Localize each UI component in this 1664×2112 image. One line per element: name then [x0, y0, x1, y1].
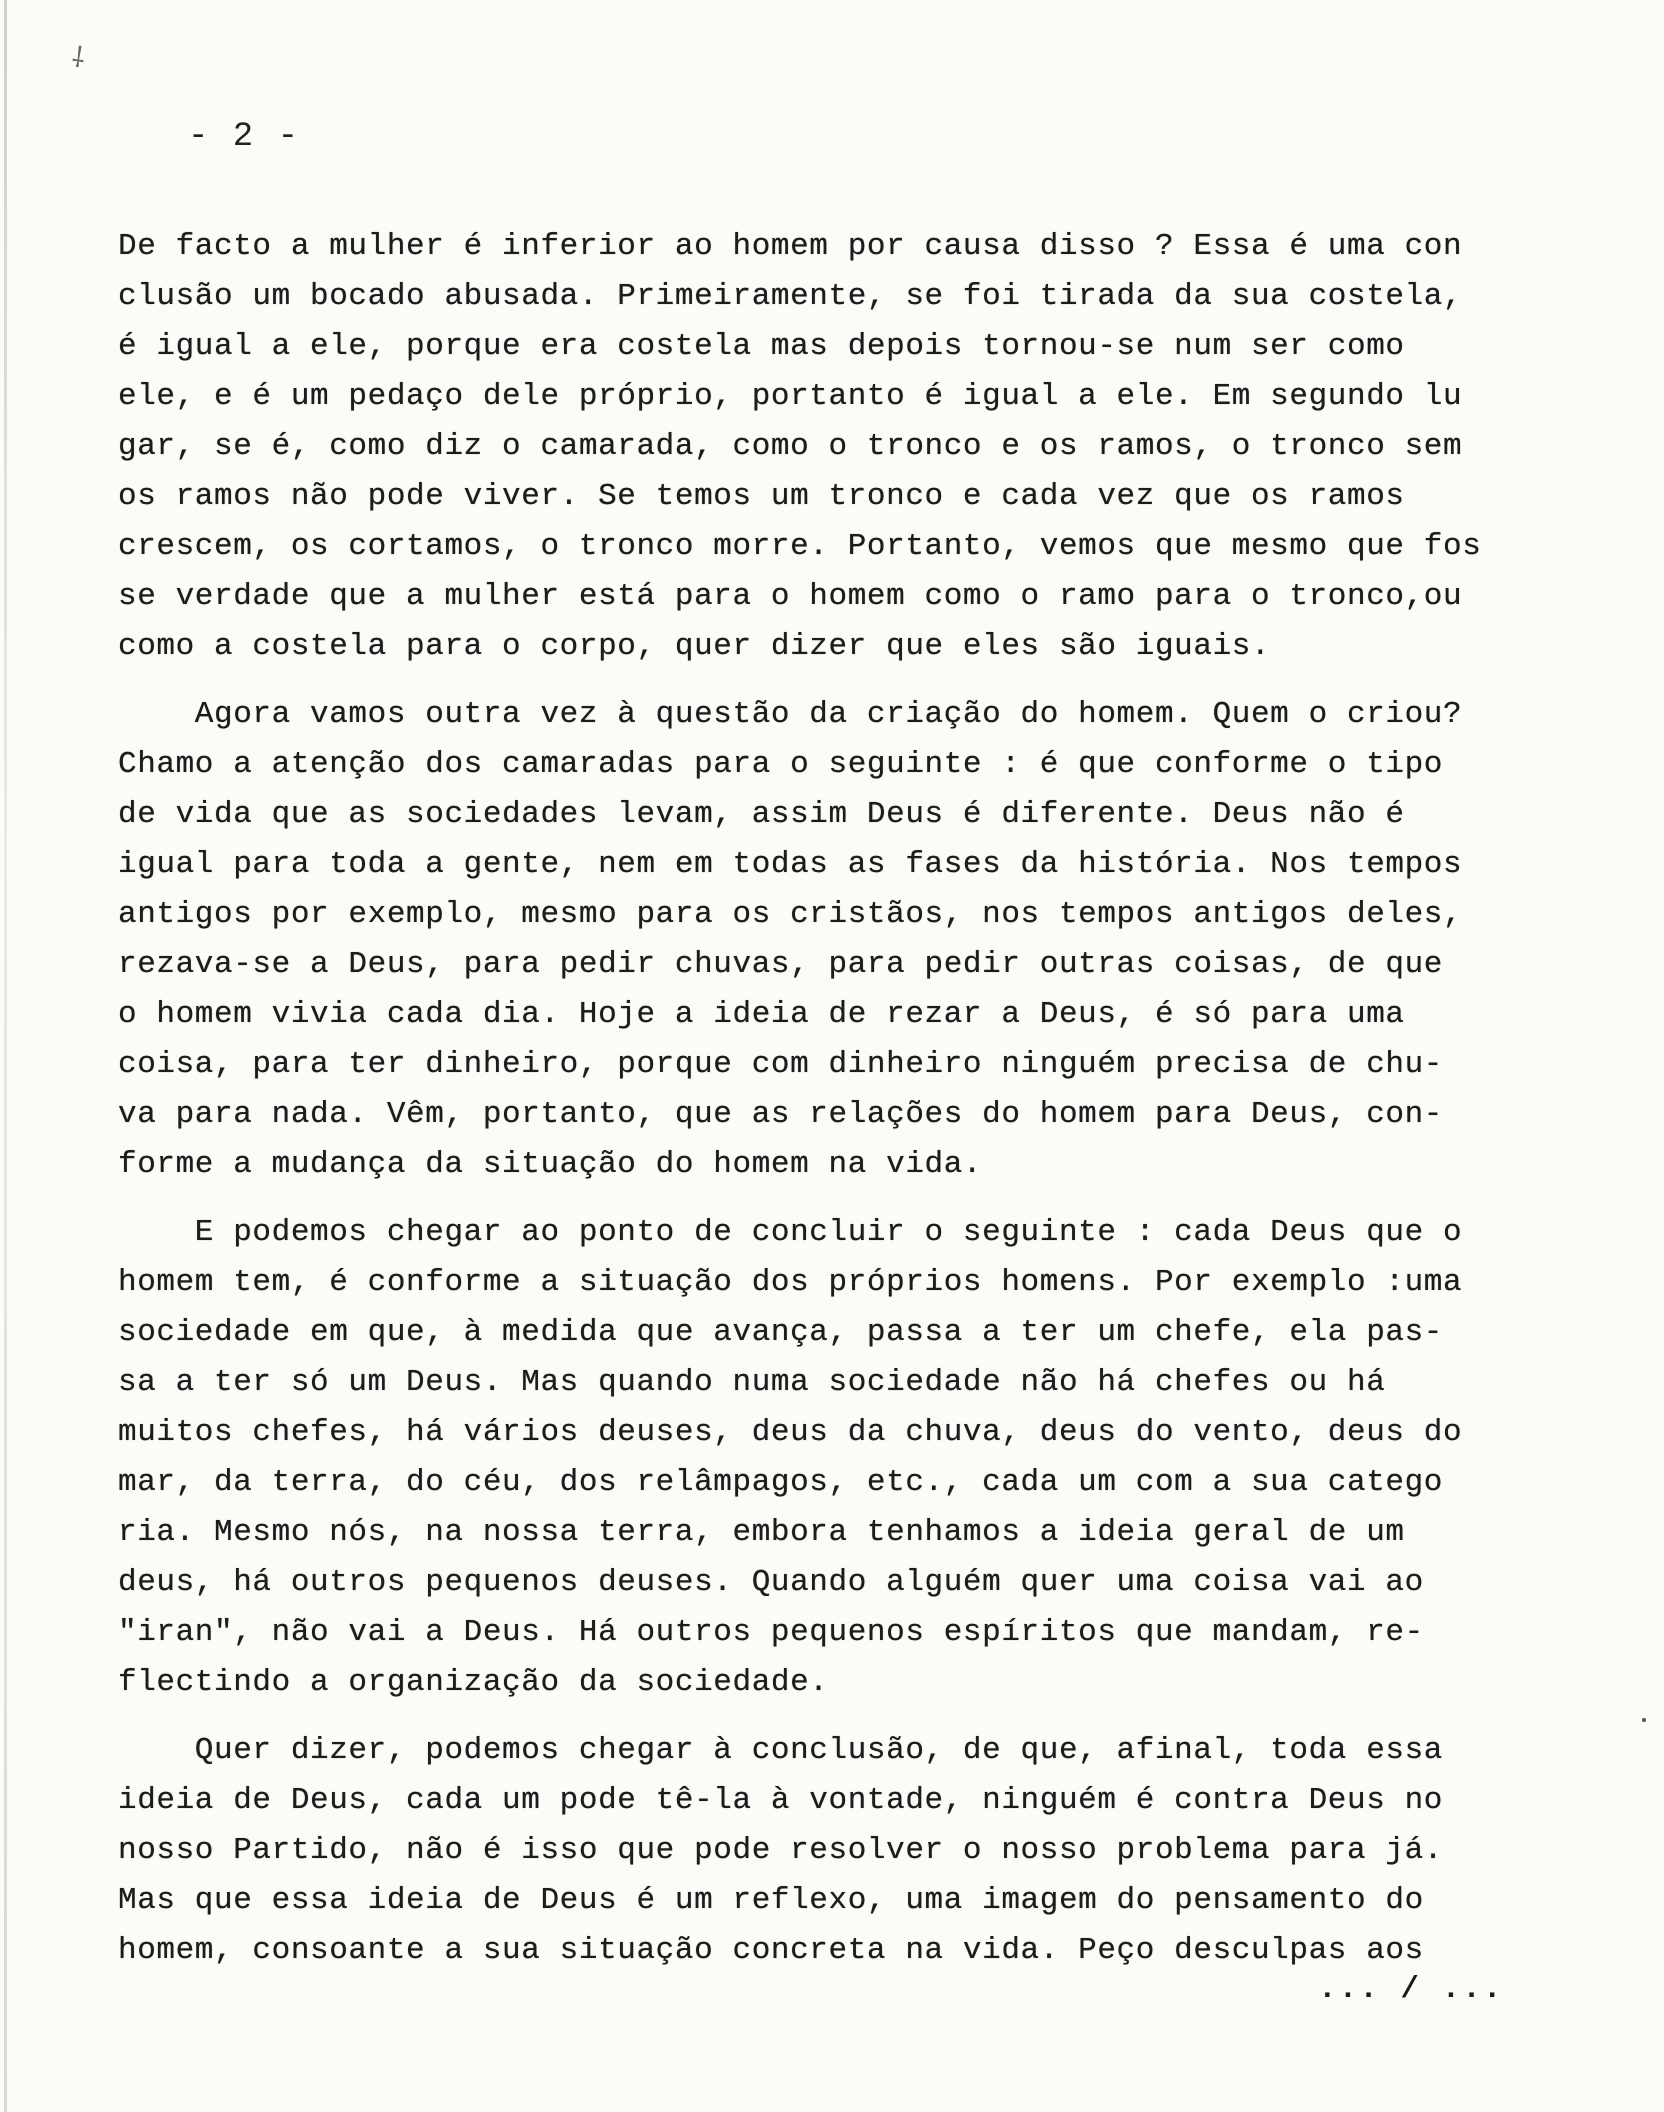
- text-line: forme a mudança da situação do homem na vida.: [118, 1147, 983, 1182]
- text-line: ria. Mesmo nós, na nossa terra, embora tenhamos a ideia geral de um: [118, 1515, 1405, 1550]
- text-line: flectindo a organização da sociedade.: [118, 1665, 829, 1700]
- text-line: antigos por exemplo, mesmo para os cristãos, nos tempos antigos deles,: [118, 897, 1463, 932]
- text-line: mar, da terra, do céu, dos relâmpagos, etc., cada um com a sua catego: [118, 1465, 1444, 1500]
- paragraph: [118, 222, 1548, 672]
- text-line: de vida que as sociedades levam, assim Deus é diferente. Deus não é: [118, 797, 1405, 832]
- text-line: é igual a ele, porque era costela mas depois tornou-se num ser como: [118, 329, 1405, 364]
- text-line: sa a ter só um Deus. Mas quando numa sociedade não há chefes ou há: [118, 1365, 1386, 1400]
- page-number: - 2 -: [188, 118, 301, 156]
- text-line: rezava-se a Deus, para pedir chuvas, para pedir outras coisas, de que: [118, 947, 1444, 982]
- text-line: igual para toda a gente, nem em todas as fases da história. Nos tempos: [118, 847, 1463, 882]
- text-line: crescem, os cortamos, o tronco morre. Portanto, vemos que mesmo que fos: [118, 529, 1482, 564]
- text-line: homem tem, é conforme a situação dos próprios homens. Por exemplo :uma: [118, 1265, 1463, 1300]
- text-line: gar, se é, como diz o camarada, como o tronco e os ramos, o tronco sem: [118, 429, 1463, 464]
- text-line: sociedade em que, à medida que avança, passa a ter um chefe, ela pas-: [118, 1315, 1444, 1350]
- text-line: o homem vivia cada dia. Hoje a ideia de rezar a Deus, é só para uma: [118, 997, 1405, 1032]
- text-line: "iran", não vai a Deus. Há outros pequenos espíritos que mandam, re-: [118, 1615, 1424, 1650]
- corner-mark: ⸸: [69, 44, 87, 77]
- text-line: ele, e é um pedaço dele próprio, portanto é igual a ele. Em segundo lu: [118, 379, 1463, 414]
- text-line: Mas que essa ideia de Deus é um reflexo, uma imagem do pensamento do: [118, 1883, 1424, 1918]
- text-line: ideia de Deus, cada um pode tê-la à vontade, ninguém é contra Deus no: [118, 1783, 1444, 1818]
- text-line: se verdade que a mulher está para o homem como o ramo para o tronco,ou: [118, 579, 1463, 614]
- text-line: De facto a mulher é inferior ao homem por causa disso ? Essa é uma con: [118, 229, 1463, 264]
- text-line: clusão um bocado abusada. Primeiramente, se foi tirada da sua costela,: [118, 279, 1463, 314]
- text-line: E podemos chegar ao ponto de concluir o seguinte : cada Deus que o: [118, 1215, 1463, 1250]
- continuation-marker: ... / ...: [1318, 1972, 1504, 2007]
- text-line: coisa, para ter dinheiro, porque com dinheiro ninguém precisa de chu-: [118, 1047, 1444, 1082]
- text-line: Agora vamos outra vez à questão da criação do homem. Quem o criou?: [118, 697, 1463, 732]
- text-line: Quer dizer, podemos chegar à conclusão, de que, afinal, toda essa: [118, 1733, 1444, 1768]
- text-line: como a costela para o corpo, quer dizer que eles são iguais.: [118, 629, 1271, 664]
- page-edge-shadow: [4, 0, 7, 2112]
- paragraph: [118, 690, 1548, 1190]
- text-line: Chamo a atenção dos camaradas para o seguinte : é que conforme o tipo: [118, 747, 1444, 782]
- text-line: deus, há outros pequenos deuses. Quando alguém quer uma coisa vai ao: [118, 1565, 1424, 1600]
- paragraph: [118, 1726, 1548, 1976]
- body-text: [118, 222, 1548, 1976]
- text-line: homem, consoante a sua situação concreta na vida. Peço desculpas aos: [118, 1933, 1424, 1968]
- paragraph: [118, 1208, 1548, 1708]
- text-line: nosso Partido, não é isso que pode resolver o nosso problema para já.: [118, 1833, 1444, 1868]
- scan-speck: [1642, 1718, 1646, 1722]
- text-line: va para nada. Vêm, portanto, que as relações do homem para Deus, con-: [118, 1097, 1444, 1132]
- text-line: os ramos não pode viver. Se temos um tronco e cada vez que os ramos: [118, 479, 1405, 514]
- text-line: muitos chefes, há vários deuses, deus da chuva, deus do vento, deus do: [118, 1415, 1463, 1450]
